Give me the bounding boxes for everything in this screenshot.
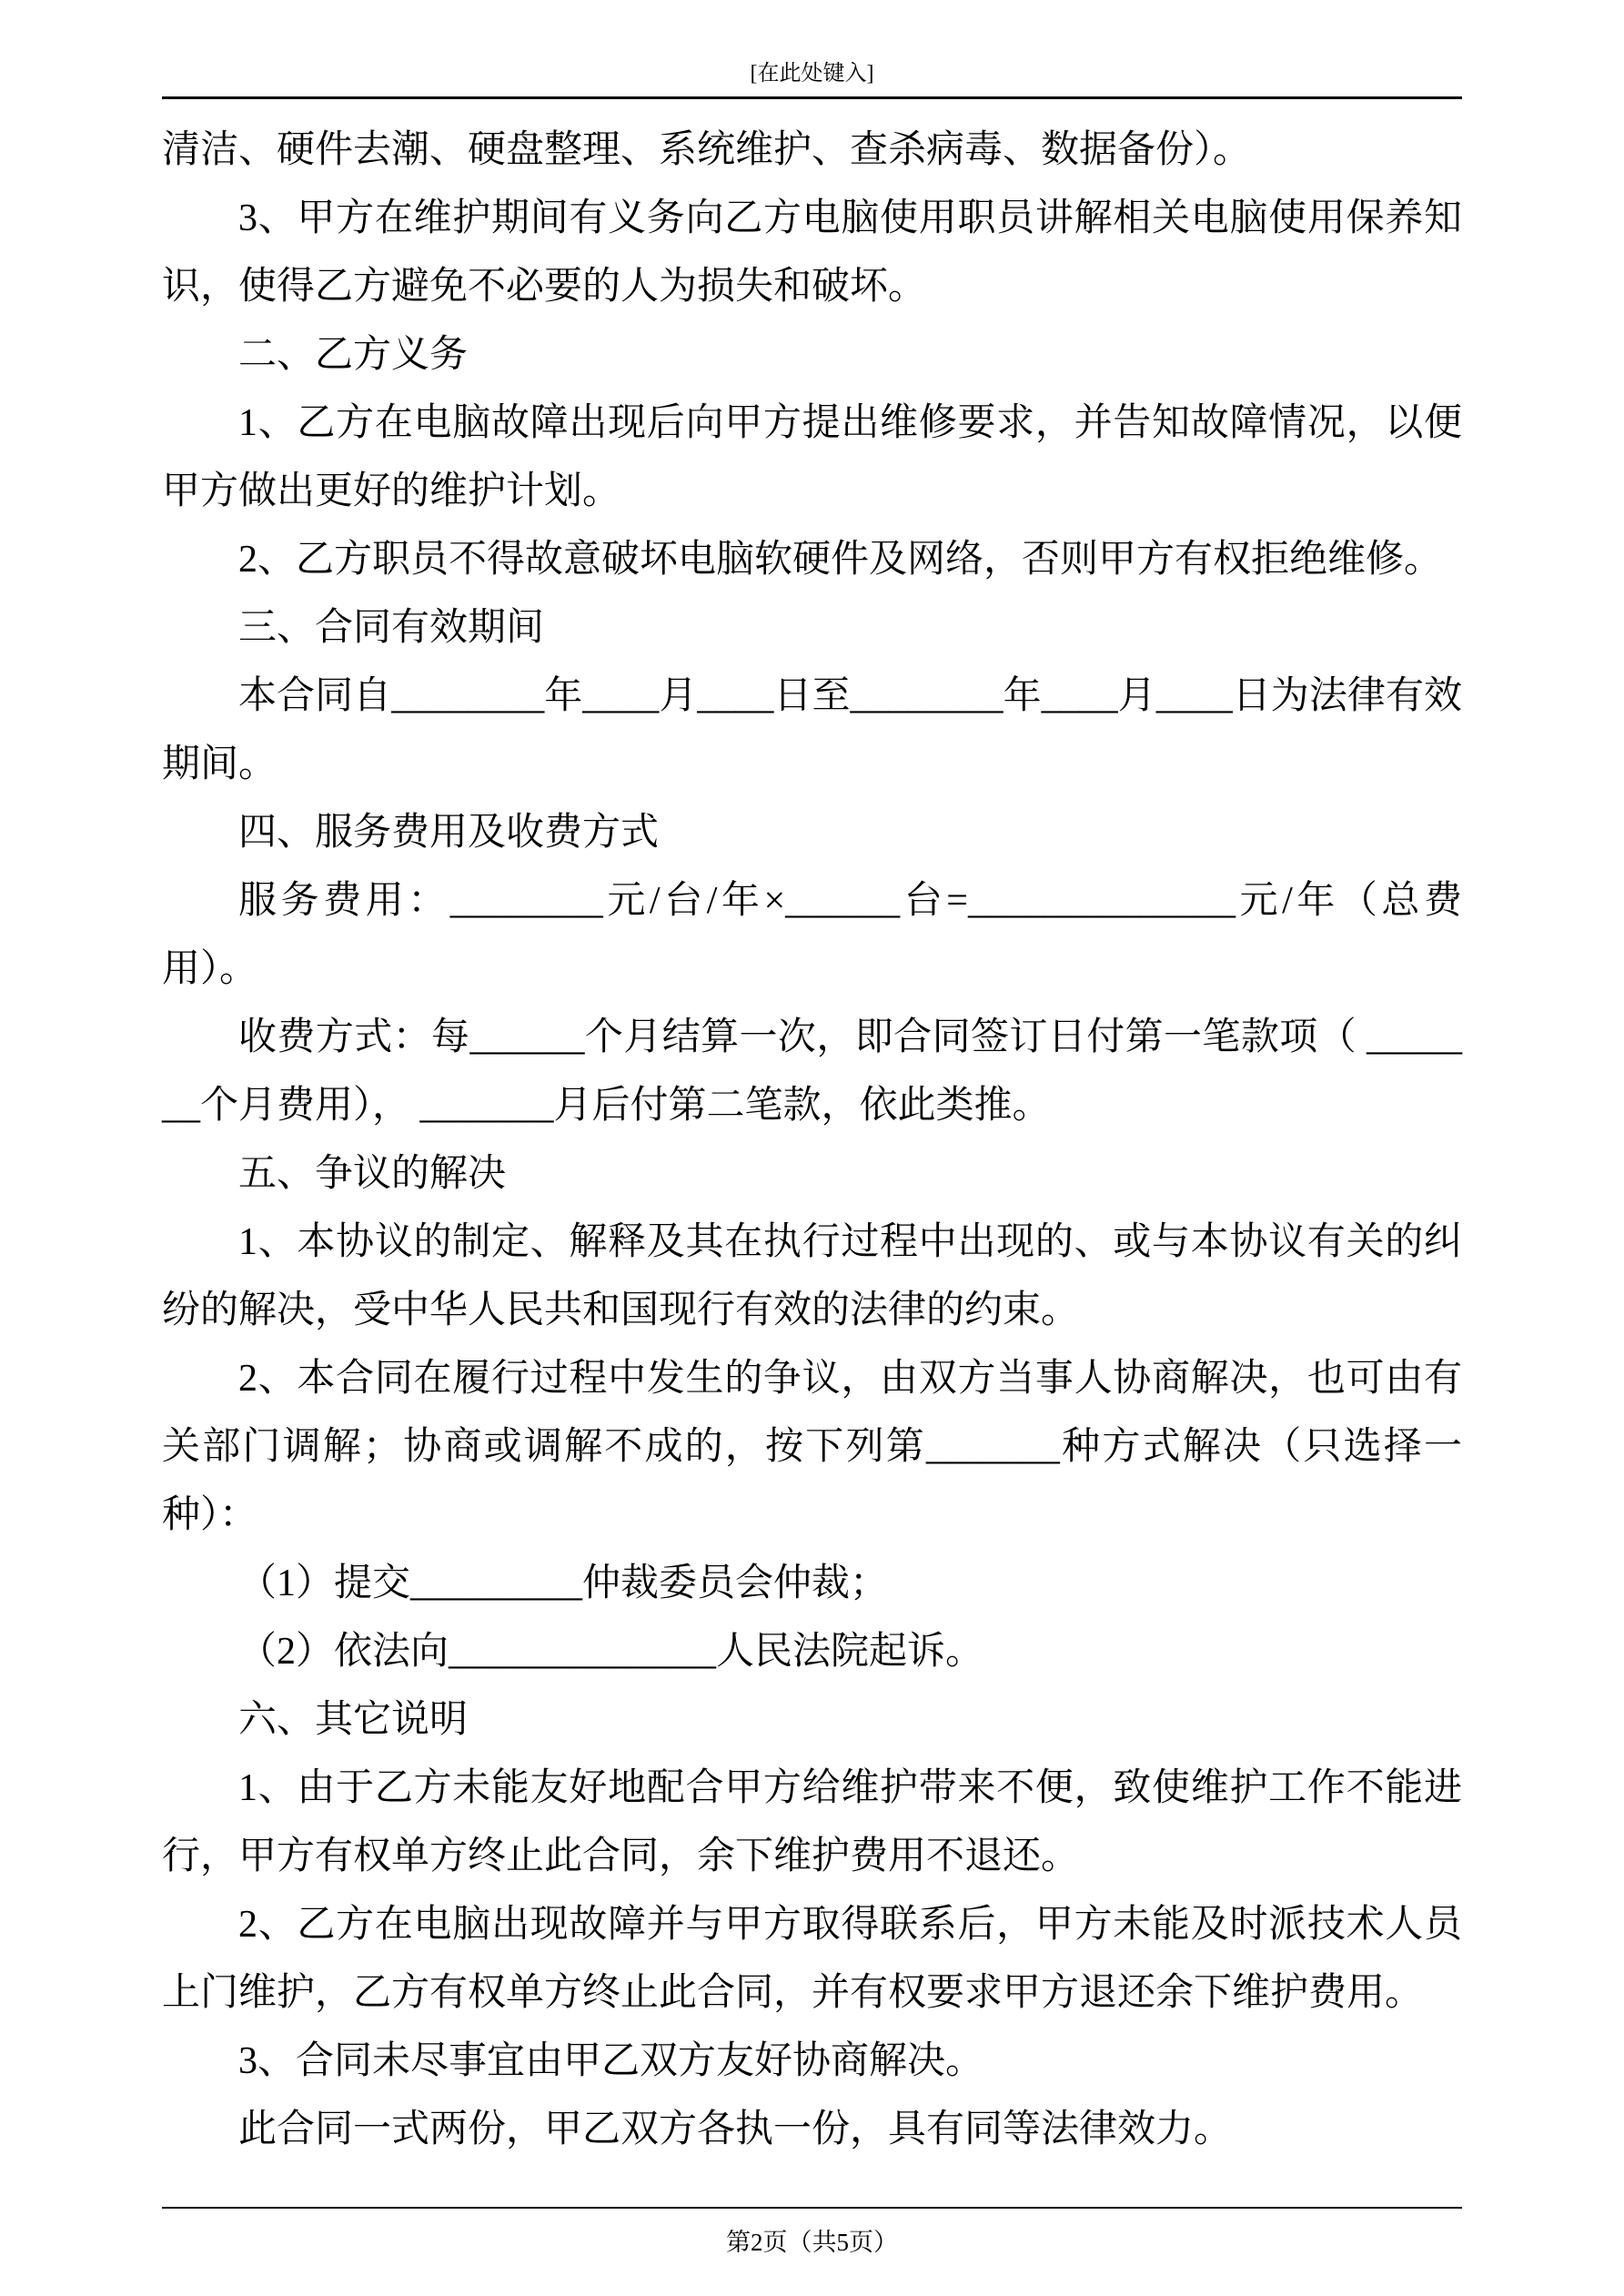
- section-heading: 三、合同有效期间: [238, 607, 545, 649]
- paragraph: 服务费用：________元/台/年×______台=______________元/年（总费用）。: [162, 880, 1462, 990]
- paragraph: 清洁、硬件去潮、硬盘整理、系统维护、查杀病毒、数据备份）。: [162, 129, 1252, 171]
- paragraph: （2）依法向______________人民法院起诉。: [238, 1631, 984, 1673]
- page-footer: [0, 2227, 1624, 2258]
- section-heading: 四、服务费用及收费方式: [238, 812, 660, 854]
- footer-divider: [162, 2207, 1462, 2209]
- paragraph: 2、乙方职员不得故意破坏电脑软硬件及网络，否则甲方有权拒绝维修。: [238, 539, 1443, 581]
- paragraph: 本合同自________年____月____日至________年____月____日为法律有效期间。: [162, 675, 1462, 785]
- paragraph: （1）提交_________仲裁委员会仲裁；: [238, 1563, 889, 1604]
- paragraph: 3、合同未尽事宜由甲乙双方友好协商解决。: [238, 2040, 984, 2082]
- paragraph: 1、乙方在电脑故障出现后向甲方提出维修要求，并告知故障情况，以便甲方做出更好的维护计划。: [162, 402, 1462, 512]
- header-placeholder-text: [在此处键入]: [750, 62, 874, 86]
- paragraph: 3、甲方在维护期间有义务向乙方电脑使用职员讲解相关电脑使用保养知识，使得乙方避免不必要的人为损失和破坏。: [162, 197, 1462, 308]
- section-heading: 二、乙方义务: [238, 334, 469, 376]
- section-heading: 六、其它说明: [238, 1699, 469, 1741]
- document-body: [162, 116, 1462, 2164]
- paragraph: 2、乙方在电脑出现故障并与甲方取得联系后，甲方未能及时派技术人员上门维护，乙方有权单方终止此合同，并有权要求甲方退还余下维护费用。: [162, 1904, 1462, 2014]
- paragraph: 此合同一式两份，甲乙双方各执一份，具有同等法律效力。: [238, 2109, 1233, 2150]
- page-header: [162, 0, 1462, 99]
- page-number: 第2页（共5页）: [726, 2229, 898, 2256]
- paragraph: 2、本合同在履行过程中发生的争议，由双方当事人协商解决，也可由有关部门调解；协商或调解不成的，按下列第_______种方式解决（只选择一种）：: [162, 1358, 1462, 1536]
- section-heading: 五、争议的解决: [238, 1153, 507, 1195]
- paragraph: 1、本协议的制定、解释及其在执行过程中出现的、或与本协议有关的纠纷的解决，受中华人民共和国现行有效的法律的约束。: [162, 1221, 1462, 1331]
- paragraph: 1、由于乙方未能友好地配合甲方给维护带来不便，致使维护工作不能进行，甲方有权单方终止此合同，余下维护费用不退还。: [162, 1767, 1462, 1877]
- paragraph: 收费方式：每______个月结算一次，即合同签订日付第一笔款项（ _______个月费用）， _______月后付第二笔款，依此类推。: [162, 1017, 1462, 1127]
